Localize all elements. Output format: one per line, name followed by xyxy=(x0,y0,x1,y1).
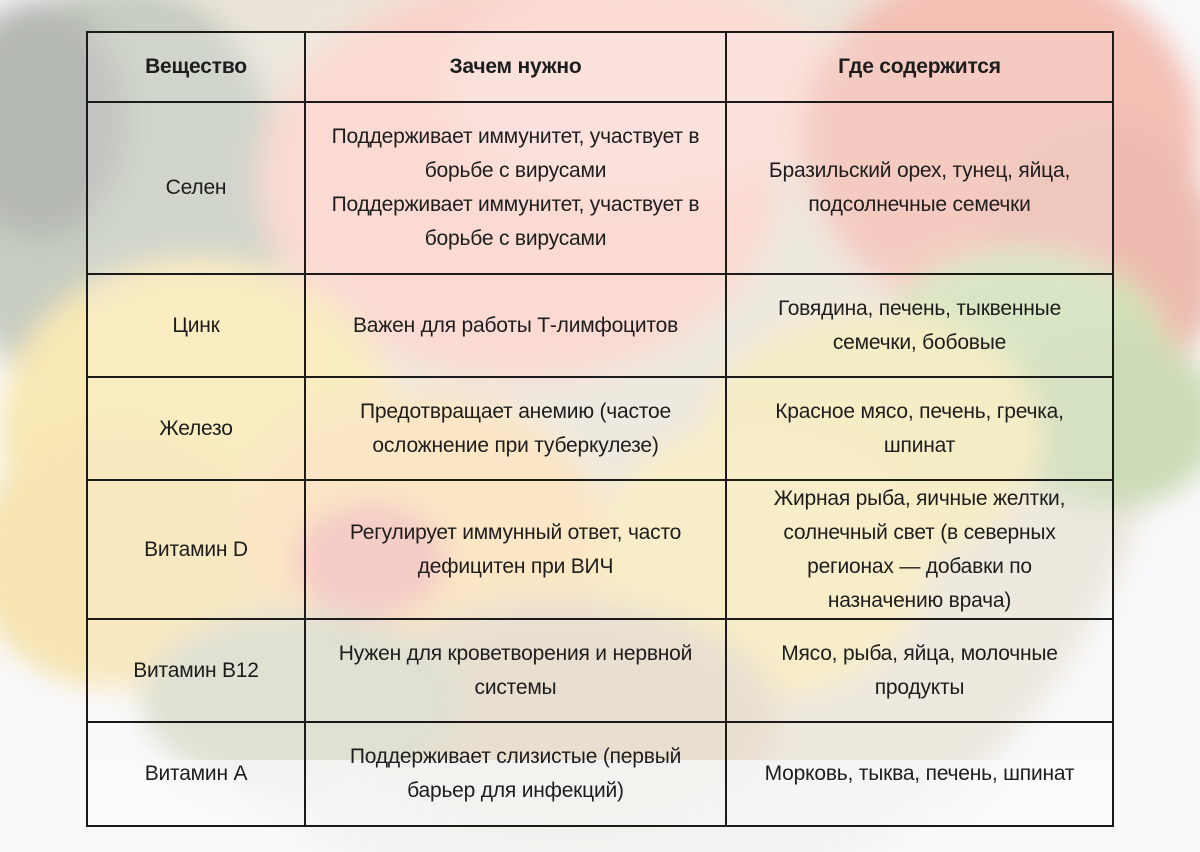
purpose-cell xyxy=(305,102,726,274)
purpose-text: Важен для работы Т-лимфоцитов xyxy=(352,313,679,337)
substance-cell: Селен xyxy=(87,102,305,274)
sources-cell: Красное мясо, печень, гречка, шпинат xyxy=(726,377,1113,480)
substance-cell: Цинк xyxy=(87,274,305,377)
substance-cell: Витамин B12 xyxy=(87,619,305,722)
nutrients-table-container xyxy=(86,31,1112,827)
purpose-text: Регулирует иммунный ответ, часто дефицитен при ВИЧ xyxy=(349,520,682,578)
header-substance: Вещество xyxy=(87,32,305,102)
header-purpose: Зачем нужно xyxy=(305,32,726,102)
substance-cell: Витамин А xyxy=(87,722,305,826)
header-sources: Где содержится xyxy=(726,32,1113,102)
sources-cell: Жирная рыба, яичные желтки, солнечный свет (в северных регионах — добавки по назначению врача) xyxy=(726,480,1113,619)
table-header-row xyxy=(87,32,1113,102)
purpose-text: Нужен для кроветворения и нервной системы xyxy=(338,641,693,699)
sources-cell: Морковь, тыква, печень, шпинат xyxy=(726,722,1113,826)
purpose-text: Поддерживает иммунитет, участвует в борьбе с вирусами xyxy=(331,193,700,250)
sources-cell: Бразильский орех, тунец, яйца, подсолнечные семечки xyxy=(726,102,1113,274)
purpose-cell xyxy=(305,377,726,480)
purpose-cell xyxy=(305,274,726,377)
sources-cell: Говядина, печень, тыквенные семечки, бобовые xyxy=(726,274,1113,377)
table-row xyxy=(87,377,1113,480)
purpose-text: Предотвращает анемию (частое осложнение при туберкулезе) xyxy=(360,399,671,457)
sources-cell: Мясо, рыба, яйца, молочные продукты xyxy=(726,619,1113,722)
table-row xyxy=(87,619,1113,722)
substance-cell: Железо xyxy=(87,377,305,480)
nutrients-table xyxy=(86,31,1114,827)
substance-cell: Витамин D xyxy=(87,480,305,619)
purpose-text: Поддерживает слизистые (первый барьер для инфекций) xyxy=(349,745,682,802)
table-row xyxy=(87,274,1113,377)
table-row xyxy=(87,102,1113,274)
purpose-cell xyxy=(305,722,726,826)
table-row xyxy=(87,722,1113,826)
table-row xyxy=(87,480,1113,619)
purpose-cell xyxy=(305,480,726,619)
purpose-cell xyxy=(305,619,726,722)
purpose-text: Поддерживает иммунитет, участвует в борьбе с вирусами xyxy=(331,125,700,182)
